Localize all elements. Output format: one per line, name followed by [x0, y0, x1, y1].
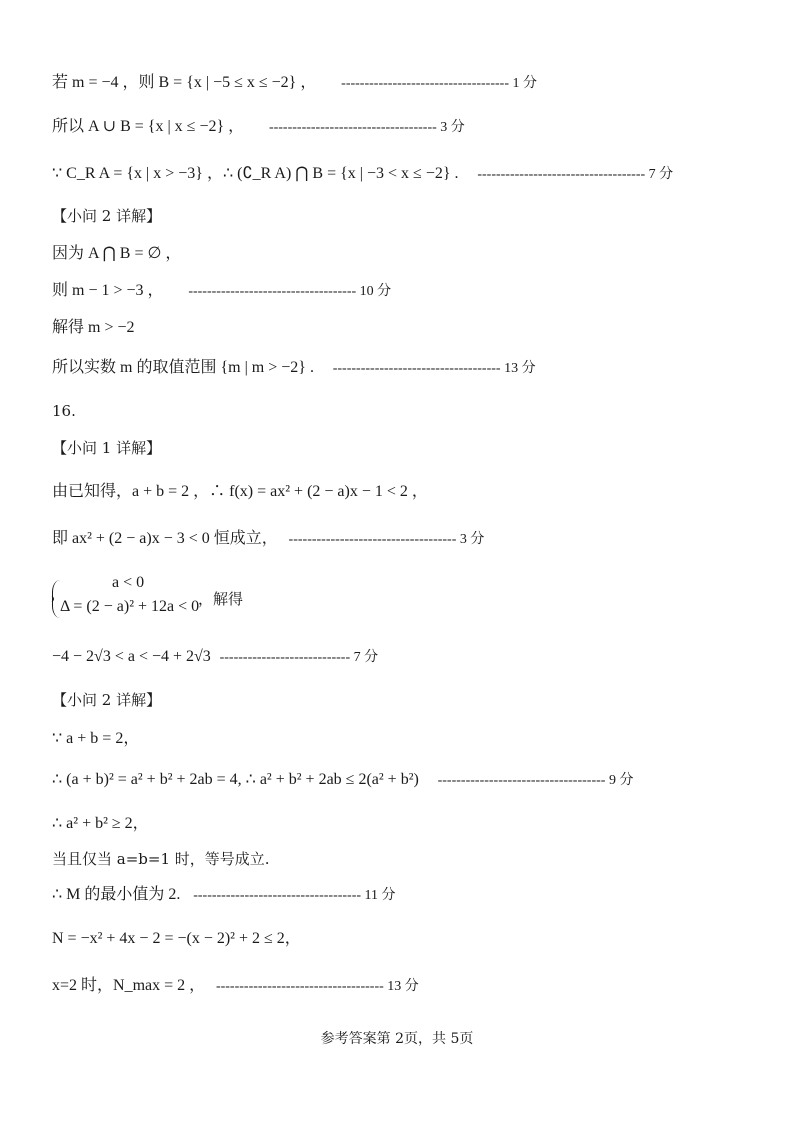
solution-line: x=2 时，N_max = 2 ， ------------------------------------ 13 分: [52, 977, 419, 994]
score-mark: ------------------------------------ 11 分: [193, 888, 396, 903]
solution-line: 当且仅当 a=b=1 时，等号成立.: [52, 850, 270, 868]
solution-line: 则 m − 1 > −3 ， ------------------------------------ 10 分: [52, 282, 392, 299]
problem-number: 16.: [52, 402, 76, 420]
page-footer: 参考答案第 2页，共 5页: [320, 1031, 474, 1047]
score-mark: ------------------------------------ 3 分: [288, 532, 485, 547]
score-mark: ------------------------------------ 13 分: [332, 361, 536, 376]
score-mark: ------------------------------------ 9 分: [437, 773, 634, 788]
section-heading: 【小问 2 详解】: [52, 691, 162, 709]
solution-line: ∴ (a + b)² = a² + b² + 2ab = 4, ∴ a² + b² + 2ab ≤ 2(a² + b²) ------------------------------------ 9 分: [52, 771, 634, 788]
solution-line: ∵ a + b = 2，: [52, 730, 140, 747]
score-mark: ------------------------------------ 13 分: [215, 979, 419, 994]
section-heading: 【小问 1 详解】: [52, 439, 162, 457]
score-mark: ------------------------------------ 10 分: [188, 284, 392, 299]
score-mark: ---------------------------- 7 分: [219, 650, 379, 665]
score-mark: ------------------------------------ 7 分: [477, 167, 674, 182]
score-mark: ------------------------------------ 3 分: [268, 120, 465, 135]
solution-line: ∴ a² + b² ≥ 2，: [52, 815, 149, 832]
inequality-system: a < 0 Δ = (2 − a)² + 12a < 0 ，解得: [52, 574, 312, 624]
score-mark: ------------------------------------ 1 分: [341, 76, 537, 91]
solution-line: −4 − 2√3 < a < −4 + 2√3 ---------------------------- 7 分: [52, 648, 379, 665]
solution-line: 所以实数 m 的取值范围 {m | m > −2} . ------------------------------------ 13 分: [52, 359, 536, 376]
solution-line: 所以 A ∪ B = {x | x ≤ −2} ， ------------------------------------ 3 分: [52, 118, 465, 135]
solution-line: 即 ax² + (2 − a)x − 3 < 0 恒成立， ------------------------------------ 3 分: [52, 530, 485, 547]
solution-line: 若 m = −4 ，则 B = {x | −5 ≤ x ≤ −2} ， ------------------------------------ 1 分: [52, 74, 537, 91]
section-heading: 【小问 2 详解】: [52, 207, 162, 225]
solution-line: 解得 m > −2: [52, 319, 135, 336]
solution-line: ∴ M 的最小值为 2. ------------------------------------ 11 分: [52, 886, 396, 903]
solution-line: 由已知得，a + b = 2 ，∴ f(x) = ax² + (2 − a)x − 1 < 2 ，: [52, 483, 428, 500]
solution-line: N = −x² + 4x − 2 = −(x − 2)² + 2 ≤ 2，: [52, 930, 301, 947]
solution-line: ∵ C_R A = {x | x > −3} ，∴ (∁_R A) ⋂ B = {x | −3 < x ≤ −2} . ------------------------------------ 7 分: [52, 165, 674, 182]
solution-line: 因为 A ⋂ B = ∅ ，: [52, 245, 182, 262]
